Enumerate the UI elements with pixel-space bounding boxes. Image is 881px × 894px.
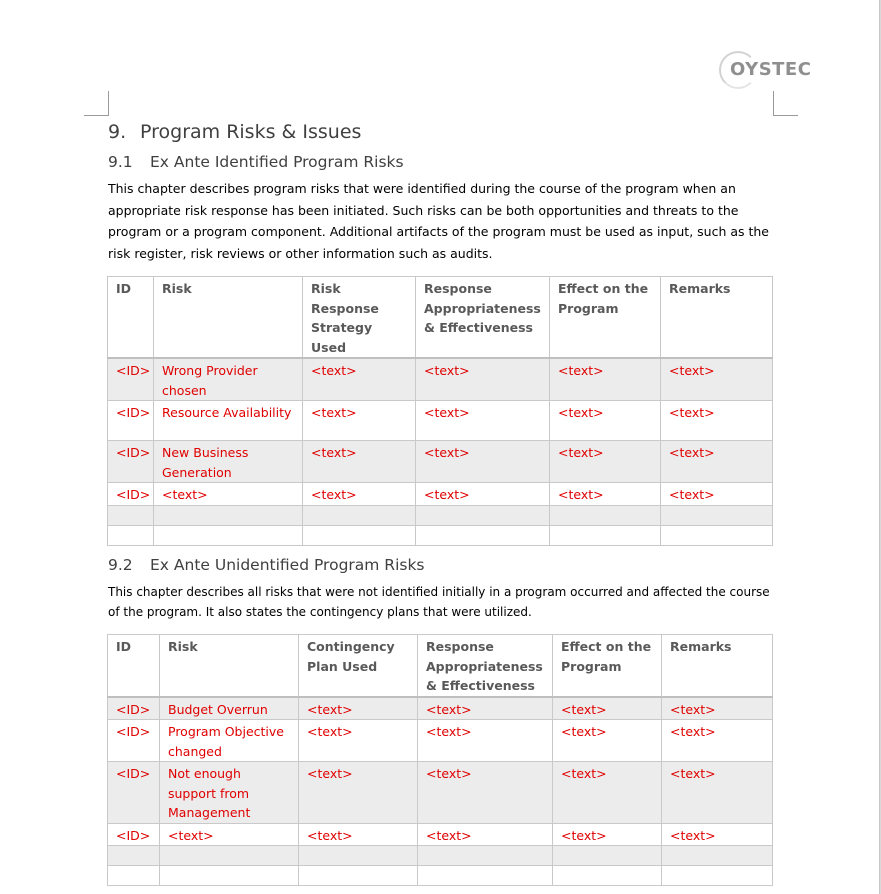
table-cell[interactable]: <text> xyxy=(661,401,773,441)
subsection-heading-9-2 xyxy=(108,556,425,574)
table-cell[interactable] xyxy=(303,525,416,545)
table-cell[interactable]: <text> xyxy=(418,697,553,720)
table-cell[interactable]: <text> xyxy=(661,358,773,401)
table-cell[interactable]: <text> xyxy=(550,401,661,441)
table-cell[interactable] xyxy=(154,525,303,545)
section-heading xyxy=(108,121,361,143)
table-cell[interactable]: <ID> xyxy=(108,697,160,720)
table-cell[interactable]: <ID> xyxy=(108,483,154,506)
table-cell[interactable] xyxy=(662,866,773,886)
unidentified-risks-table xyxy=(107,634,773,886)
table-cell[interactable]: <text> xyxy=(299,762,418,824)
section-number: 9. xyxy=(108,121,127,143)
table-cell[interactable]: Program Objective changed xyxy=(160,720,299,762)
table-cell[interactable] xyxy=(154,505,303,525)
table-cell[interactable] xyxy=(553,846,662,866)
table-row xyxy=(108,505,773,525)
table-cell[interactable]: <text> xyxy=(662,720,773,762)
subsection-number: 9.1 xyxy=(108,153,133,171)
table-header-row xyxy=(108,635,773,697)
table-row xyxy=(108,720,773,762)
column-header: Effect on the Program xyxy=(553,635,662,697)
column-header: Risk Response Strategy Used xyxy=(303,277,416,359)
table-row xyxy=(108,846,773,866)
table-cell[interactable]: <text> xyxy=(160,823,299,846)
table-cell[interactable]: <text> xyxy=(662,762,773,824)
table-row xyxy=(108,483,773,506)
table-cell[interactable]: <text> xyxy=(418,762,553,824)
identified-risks-table xyxy=(107,276,773,546)
table-cell[interactable]: <text> xyxy=(550,441,661,483)
logo-text: OYSTEC xyxy=(730,59,812,80)
table-cell[interactable]: Wrong Provider chosen xyxy=(154,358,303,401)
table-row xyxy=(108,525,773,545)
table-cell[interactable] xyxy=(662,846,773,866)
table-cell[interactable] xyxy=(160,846,299,866)
table-row xyxy=(108,823,773,846)
table-cell[interactable]: <text> xyxy=(299,697,418,720)
intro-paragraph-9-2: This chapter describes all risks that were not identified initially in a program occurred and affected the course of the program. It also states the contingency plans that were utilized. xyxy=(108,585,770,619)
table-cell[interactable]: Resource Availability xyxy=(154,401,303,441)
table-cell[interactable]: <text> xyxy=(661,483,773,506)
table-row xyxy=(108,401,773,441)
company-logo xyxy=(719,51,811,87)
table-cell[interactable]: <ID> xyxy=(108,720,160,762)
table-cell[interactable]: <text> xyxy=(416,483,550,506)
column-header: Risk xyxy=(160,635,299,697)
subsection-number: 9.2 xyxy=(108,556,133,574)
column-header: Contingency Plan Used xyxy=(299,635,418,697)
table-cell[interactable]: <text> xyxy=(154,483,303,506)
table-cell[interactable]: <text> xyxy=(553,697,662,720)
crop-mark-top-left-icon xyxy=(84,91,109,116)
table-cell[interactable]: <text> xyxy=(303,483,416,506)
subsection-title: Ex Ante Unidentified Program Risks xyxy=(150,556,425,574)
crop-mark-top-right-icon xyxy=(773,91,798,116)
table-cell[interactable]: <text> xyxy=(303,358,416,401)
column-header: Remarks xyxy=(661,277,773,359)
column-header: Response Appropriateness & Effectiveness xyxy=(418,635,553,697)
table-cell[interactable]: <text> xyxy=(299,720,418,762)
table-cell[interactable] xyxy=(550,505,661,525)
table-cell[interactable]: <text> xyxy=(550,358,661,401)
column-header: Risk xyxy=(154,277,303,359)
table-cell[interactable] xyxy=(550,525,661,545)
intro-paragraph-9-1: This chapter describes program risks that were identified during the course of the program when an appropriate risk response has been initiated. Such risks can be both opportunities and threats to the program or a program component. Additional artifacts of the program must be used as input, such as the risk register, risk reviews or other information such as audits. xyxy=(108,181,769,261)
table-cell[interactable]: <text> xyxy=(416,358,550,401)
table-cell[interactable]: Budget Overrun xyxy=(160,697,299,720)
table-cell[interactable] xyxy=(108,525,154,545)
table-cell[interactable] xyxy=(553,866,662,886)
table-cell[interactable]: <text> xyxy=(553,823,662,846)
section-title: Program Risks & Issues xyxy=(140,121,362,143)
column-header: Remarks xyxy=(662,635,773,697)
table-row xyxy=(108,358,773,401)
subsection-heading-9-1 xyxy=(108,153,404,171)
table-cell[interactable] xyxy=(108,505,154,525)
table-cell[interactable]: <text> xyxy=(662,823,773,846)
column-header: ID xyxy=(108,277,154,359)
table-cell[interactable]: Not enough support from Management xyxy=(160,762,299,824)
table-cell[interactable] xyxy=(416,525,550,545)
table-cell[interactable] xyxy=(418,866,553,886)
table-cell[interactable]: <text> xyxy=(661,441,773,483)
table-cell[interactable]: <ID> xyxy=(108,401,154,441)
table-cell[interactable] xyxy=(661,525,773,545)
table-cell[interactable]: <text> xyxy=(553,762,662,824)
table-cell[interactable] xyxy=(160,866,299,886)
column-header: ID xyxy=(108,635,160,697)
table-cell[interactable]: <text> xyxy=(662,697,773,720)
table-cell[interactable] xyxy=(299,866,418,886)
table-cell[interactable]: <ID> xyxy=(108,358,154,401)
table-cell[interactable]: <ID> xyxy=(108,762,160,824)
column-header: Response Appropriateness & Effectiveness xyxy=(416,277,550,359)
table-row xyxy=(108,762,773,824)
table-cell[interactable] xyxy=(418,846,553,866)
table-row xyxy=(108,866,773,886)
table-cell[interactable]: <text> xyxy=(418,720,553,762)
column-header: Effect on the Program xyxy=(550,277,661,359)
table-cell[interactable]: <text> xyxy=(418,823,553,846)
table-cell[interactable]: <text> xyxy=(303,441,416,483)
table-cell[interactable]: <text> xyxy=(416,441,550,483)
table-cell[interactable] xyxy=(108,846,160,866)
table-cell[interactable] xyxy=(303,505,416,525)
table-cell[interactable] xyxy=(108,866,160,886)
table-cell[interactable]: <text> xyxy=(553,720,662,762)
table-row xyxy=(108,697,773,720)
table-cell[interactable] xyxy=(416,505,550,525)
table-header-row xyxy=(108,277,773,359)
table-cell[interactable]: <text> xyxy=(416,401,550,441)
table-cell[interactable] xyxy=(661,505,773,525)
table-cell[interactable]: <ID> xyxy=(108,441,154,483)
table-row xyxy=(108,441,773,483)
table-cell[interactable]: <ID> xyxy=(108,823,160,846)
subsection-title: Ex Ante Identified Program Risks xyxy=(150,153,404,171)
table-cell[interactable]: <text> xyxy=(550,483,661,506)
table-cell[interactable]: <text> xyxy=(299,823,418,846)
table-cell[interactable]: New Business Generation xyxy=(154,441,303,483)
table-cell[interactable] xyxy=(299,846,418,866)
table-cell[interactable]: <text> xyxy=(303,401,416,441)
